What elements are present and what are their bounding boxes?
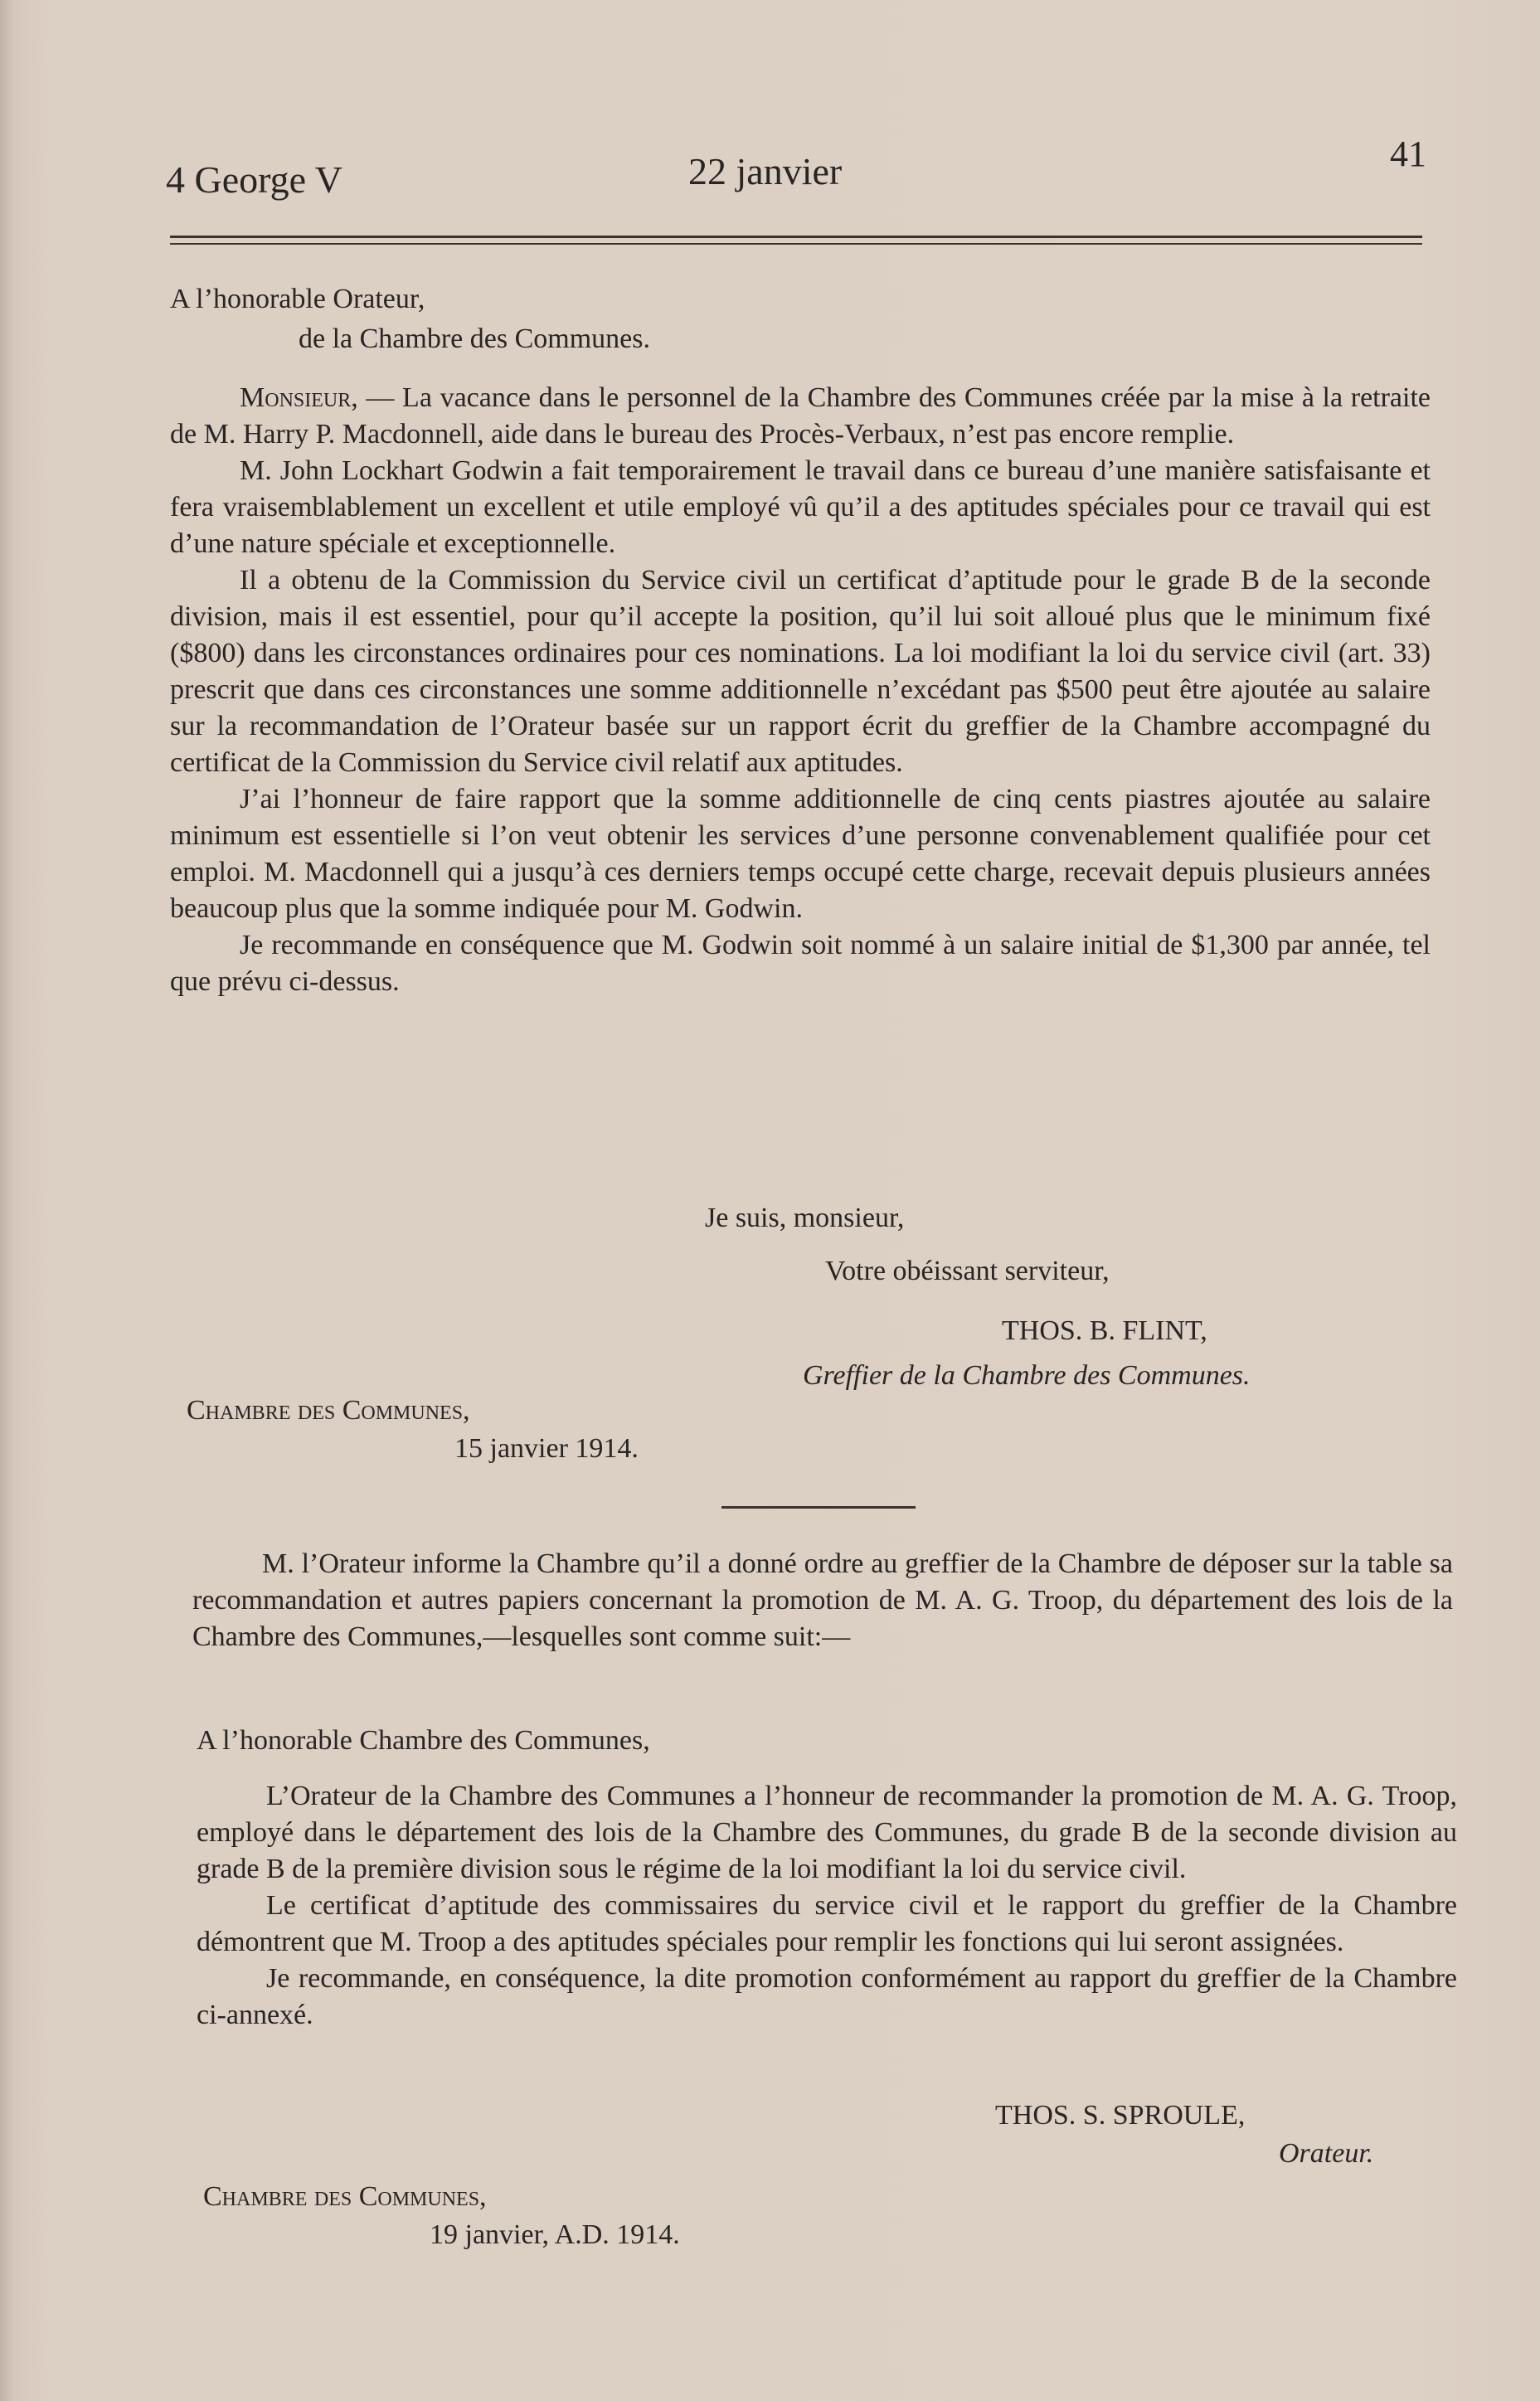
closing-line2: Votre obéissant serviteur, [825, 1256, 1110, 1286]
letter1-paragraph-5: Je recommande en conséquence que M. Godwin soit nommé à un salaire initial de $1,300 par année, tel que prévu ci-dessus. [170, 930, 1431, 997]
section-separator [721, 1506, 916, 1509]
letter1-date: 15 janvier 1914. [454, 1433, 639, 1464]
letter1-paragraph-2: M. John Lockhart Godwin a fait temporairement le travail dans ce bureau d’une manière satisfaisante et fera vraisemblablement un excellent et utile employé vû qu’il a des aptitudes spéciales pour ce travail qui est d’une nature spéciale et exceptionnelle. [170, 455, 1431, 559]
letter2-place: Chambre des Communes, [203, 2181, 487, 2212]
signer-title: Greffier de la Chambre des Communes. [803, 1360, 1251, 1391]
letter2-body [197, 1778, 1457, 2034]
letter1-paragraph-4: J’ai l’honneur de faire rapport que la somme additionnelle de cinq cents piastres ajoutée au salaire minimum est essentielle si l’on veut obtenir les services d’une personne convenablement qualifiée pour cet emploi. M. Macdonnell qui a jusqu’à ces derniers temps occupé cette charge, recevait depuis plusieurs années beaucoup plus que la somme indiquée pour M. Godwin. [170, 784, 1431, 924]
salutation-line1: A l’honorable Orateur, [170, 284, 425, 314]
letter2-signer-title: Orateur. [1279, 2138, 1374, 2169]
letter1-body [170, 380, 1431, 1000]
letter1-paragraph-3: Il a obtenu de la Commission du Service civil un certificat d’aptitude pour le grade B de la seconde division, mais il est essentiel, pour qu’il accepte la position, qu’il lui soit alloué plus que le minimum fixé ($800) dans les circonstances ordinaires pour ces nominations. La loi modifiant la loi du service civil (art. 33) prescrit que dans ces circonstances une somme additionnelle n’excédant pas $500 peut être ajoutée au salaire sur la recommandation de l’Orateur basée sur un rapport écrit du greffier de la Chambre accompagné du certificat de la Commission du Service civil relatif aux aptitudes. [170, 565, 1431, 778]
letter2-paragraph-3: Je recommande, en conséquence, la dite promotion conformément au rapport du greffier de la Chambre ci-annexé. [197, 1963, 1457, 2030]
minute-body [192, 1546, 1453, 1655]
regnal-year: 4 George V [166, 158, 342, 201]
letter2-date: 19 janvier, A.D. 1914. [430, 2219, 680, 2250]
header-rule-top [170, 236, 1422, 238]
closing-line1: Je suis, monsieur, [705, 1203, 905, 1233]
opening-word: Monsieur, [240, 382, 358, 413]
header-rule-bottom [170, 243, 1422, 245]
page-header [166, 134, 1426, 207]
header-date: 22 janvier [688, 150, 843, 192]
minute-paragraph: M. l’Orateur informe la Chambre qu’il a donné ordre au greffier de la Chambre de déposer sur la table sa recommandation et autres papiers concernant la promotion de M. A. G. Troop, du département des lois de la Chambre des Communes,—lesquelles sont comme suit:— [192, 1548, 1453, 1652]
letter1-paragraph-1: Monsieur, — La vacance dans le personnel de la Chambre des Communes créée par la mise à la retraite de M. Harry P. Macdonnell, aide dans le bureau des Procès-Verbaux, n’est pas encore remplie. [170, 382, 1431, 450]
letter2-signer: THOS. S. SPROULE, [995, 2100, 1246, 2131]
signer-name: THOS. B. FLINT, [1002, 1315, 1207, 1346]
salutation-line2: de la Chambre des Communes. [299, 323, 650, 354]
page-number: 41 [1390, 134, 1426, 174]
letter1-place: Chambre des Communes, [187, 1395, 470, 1426]
letter2-paragraph-2: Le certificat d’aptitude des commissaires du service civil et le rapport du greffier de la Chambre démontrent que M. Troop a des aptitudes spéciales pour remplir les fonctions qui lui seront assignées. [197, 1890, 1457, 1957]
letter2-paragraph-1: L’Orateur de la Chambre des Communes a l’honneur de recommander la promotion de M. A. G. Troop, employé dans le département des lois de la Chambre des Communes, du grade B de la seconde division au grade B de la première division sous le régime de la loi modifiant la loi du service civil. [197, 1781, 1457, 1884]
letter2-salutation: A l’honorable Chambre des Communes, [197, 1725, 650, 1756]
